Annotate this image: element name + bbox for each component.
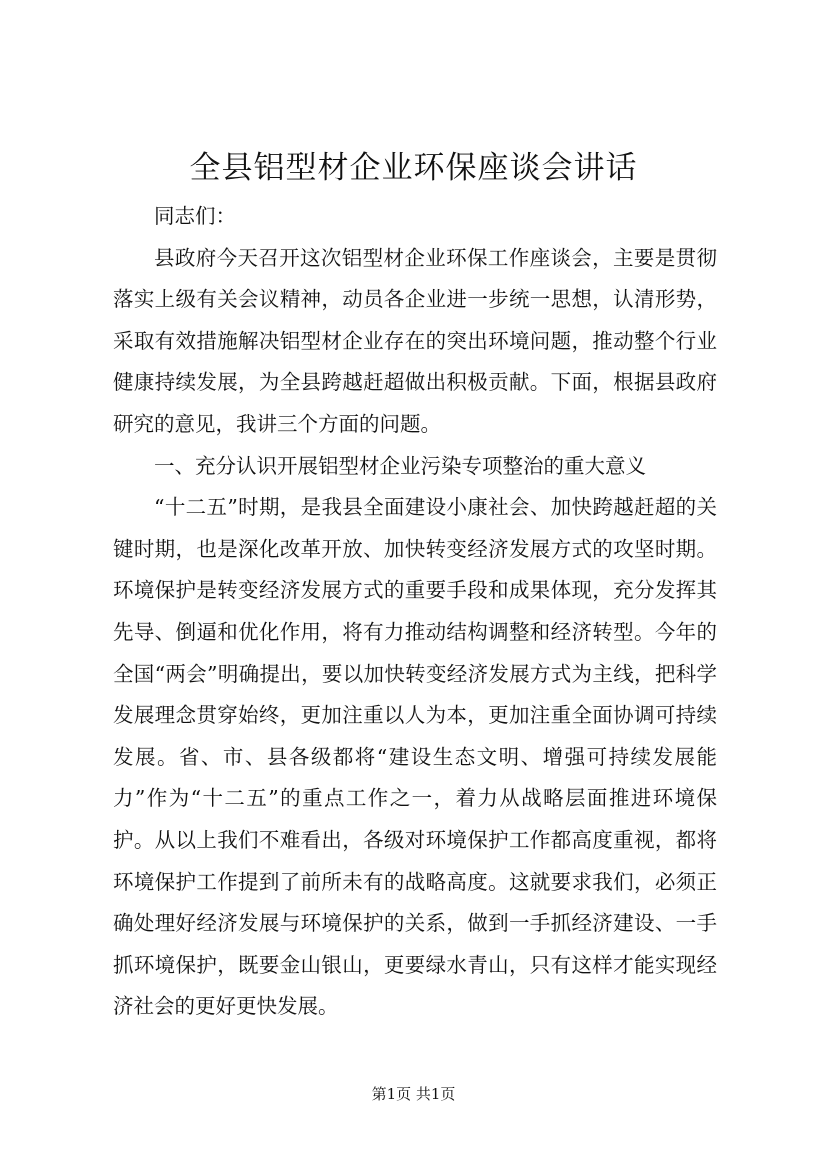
page-footer: 第1页 共1页 <box>371 1085 456 1103</box>
document-title: 全县铝型材企业环保座谈会讲话 <box>189 150 638 186</box>
section-body-paragraph: “十二五”时期，是我县全面建设小康社会、加快跨越赶超的关键时期，也是深化改革开放、加快转变经济发展方式的攻坚时期。环境保护是转变经济发展方式的重要手段和成果体现，充分发挥其先导、倒逼和优化作用，将有力推动结构调整和经济转型。今年的全国“两会”明确提出，要以加快转变经济发展方式为主线，把科学发展理念贯穿始终，更加注重以人为本，更加注重全面协调可持续发展。省、市、县各级都将“建设生态文明、增强可持续发展能力”作为“十二五”的重点工作之一，着力从战略层面推进环境保护。从以上我们不难看出，各级对环境保护工作都高度重视，都将环境保护工作提到了前所未有的战略高度。这就要求我们，必须正确处理好经济发展与环境保护的关系，做到一手抓经济建设、一手抓环境保护，既要金山银山，更要绿水青山，只有这样才能实现经济社会的更好更快发展。 <box>113 495 717 1019</box>
greeting-paragraph: 同志们： <box>154 204 236 228</box>
document-body <box>113 196 717 1028</box>
section-heading: 一、充分认识开展铝型材企业污染专项整治的重大意义 <box>154 453 646 478</box>
intro-paragraph: 县政府今天召开这次铝型材企业环保工作座谈会，主要是贯彻落实上级有关会议精神，动员各企业进一步统一思想，认清形势，采取有效措施解决铝型材企业存在的突出环境问题，推动整个行业健康持续发展，为全县跨越赶超做出积极贡献。下面，根据县政府研究的意见，我讲三个方面的问题。 <box>113 245 717 436</box>
